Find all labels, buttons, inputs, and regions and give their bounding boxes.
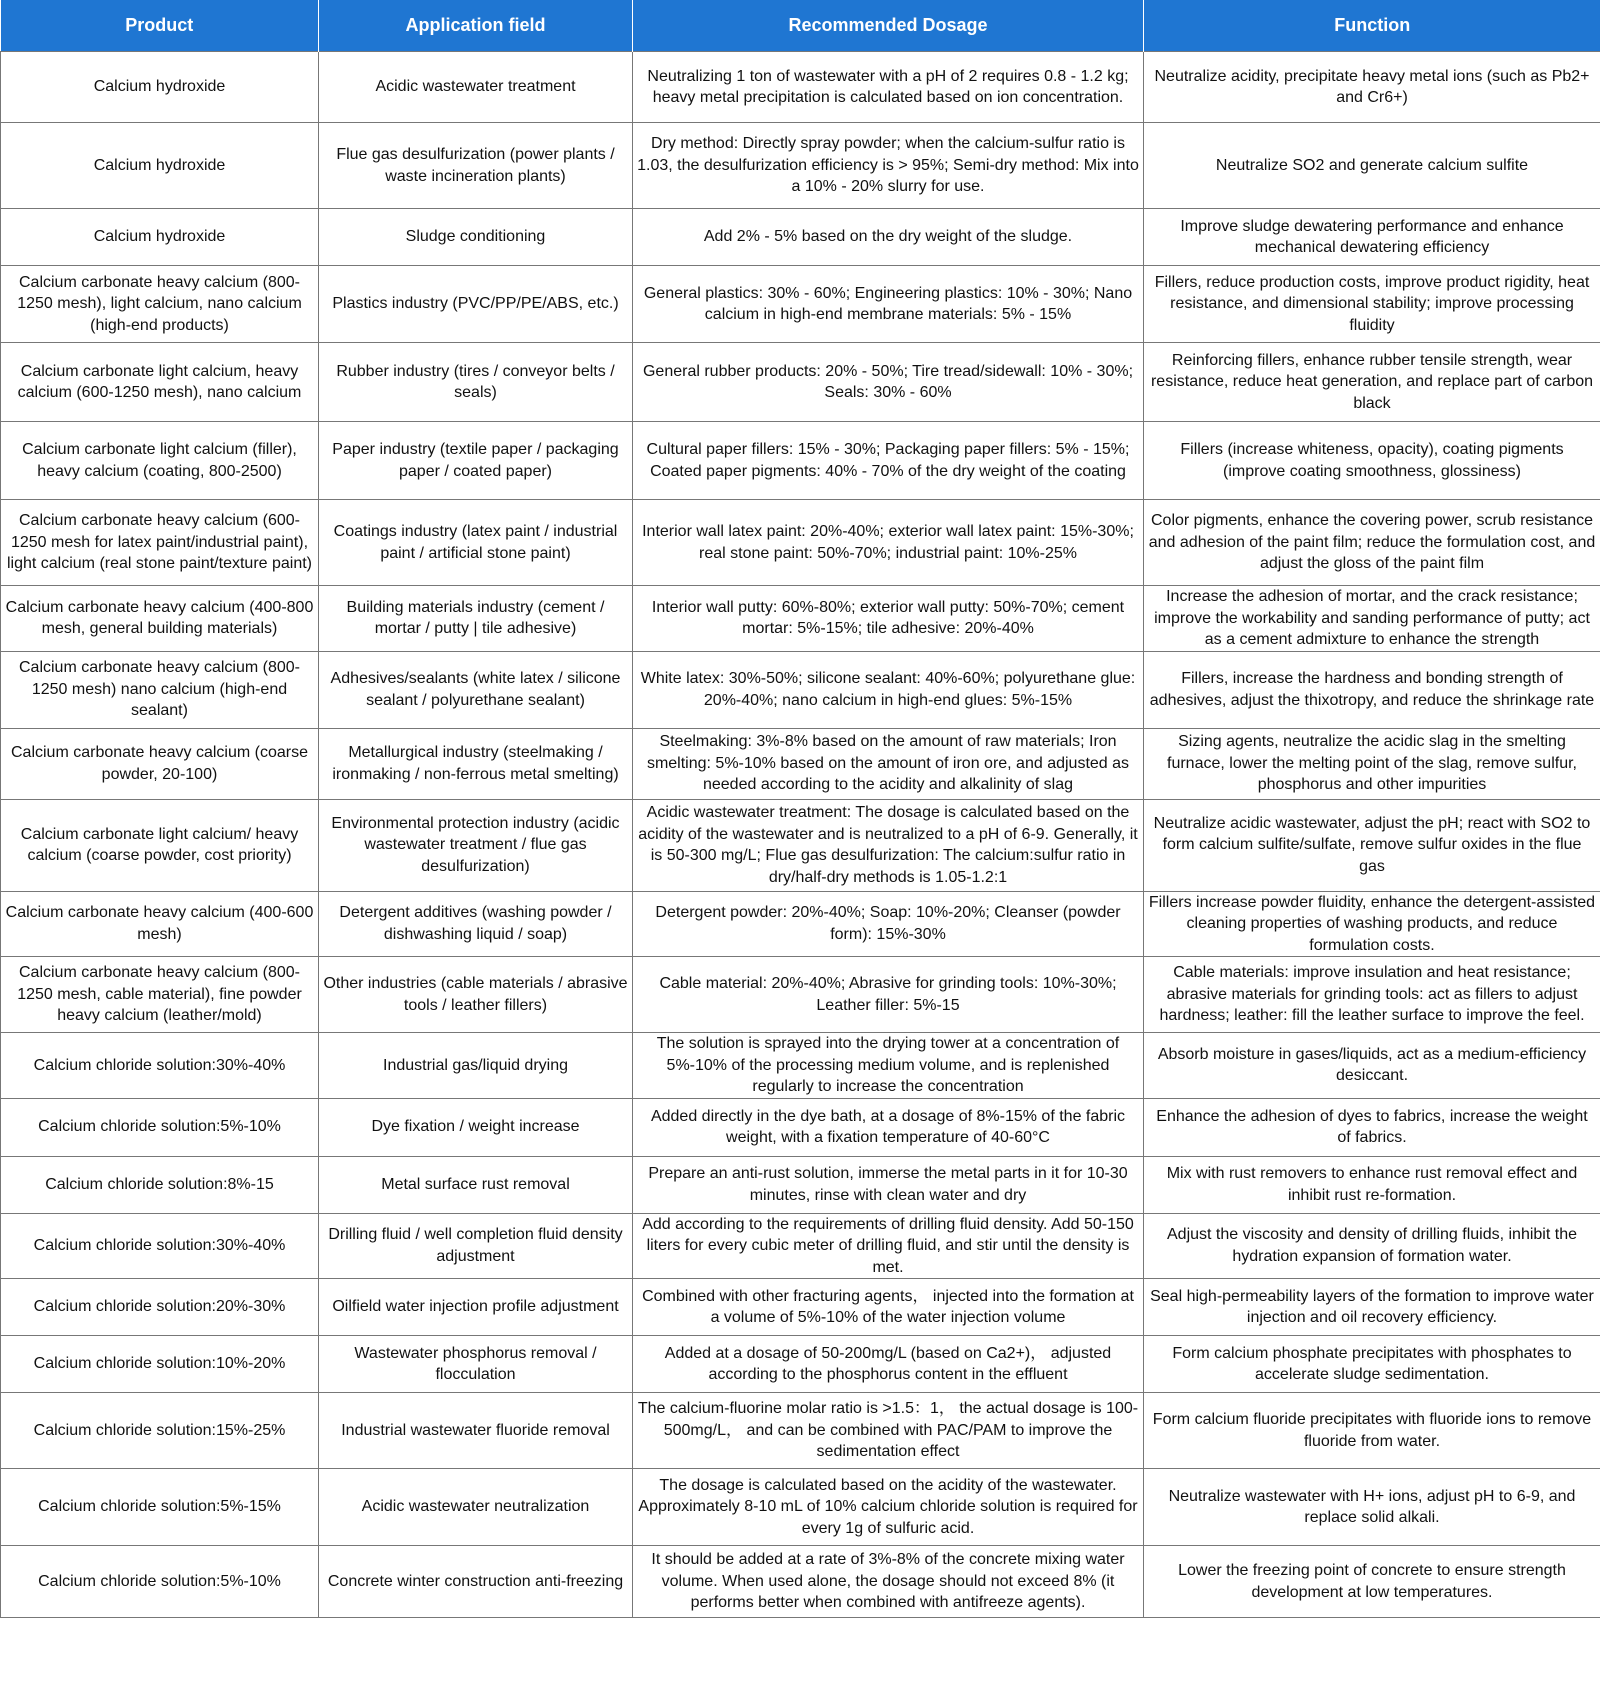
cell-application-field: Dye fixation / weight increase — [319, 1098, 633, 1156]
cell-function: Neutralize acidity, precipitate heavy metal ions (such as Pb2+ and Cr6+) — [1144, 52, 1600, 123]
cell-recommended-dosage: Cable material: 20%-40%; Abrasive for grinding tools: 10%-30%; Leather filler: 5%-15 — [633, 957, 1144, 1033]
cell-product: Calcium carbonate heavy calcium (400-600 mesh) — [1, 891, 319, 957]
cell-product: Calcium chloride solution:30%-40% — [1, 1213, 319, 1279]
cell-product: Calcium hydroxide — [1, 52, 319, 123]
cell-function: Fillers, reduce production costs, improve product rigidity, heat resistance, and dimensional stability; improve processing fluidity — [1144, 266, 1600, 343]
table-row — [1, 1098, 1600, 1156]
cell-product: Calcium chloride solution:5%-15% — [1, 1469, 319, 1546]
cell-function: Increase the adhesion of mortar, and the crack resistance; improve the workability and sanding performance of putty; act as a cement admixture to enhance the strength — [1144, 586, 1600, 652]
cell-application-field: Building materials industry (cement / mortar / putty | tile adhesive) — [319, 586, 633, 652]
cell-product: Calcium hydroxide — [1, 123, 319, 209]
cell-recommended-dosage: Acidic wastewater treatment: The dosage is calculated based on the acidity of the wastewater and is neutralized to a pH of 6-9. Generally, it is 50-300 mg/L; Flue gas desulfurization: The calcium:sulfur ratio in dry/half-dry methods is 1.05-1.2:1 — [633, 799, 1144, 891]
cell-function: Enhance the adhesion of dyes to fabrics, increase the weight of fabrics. — [1144, 1098, 1600, 1156]
cell-application-field: Industrial gas/liquid drying — [319, 1033, 633, 1099]
table-row — [1, 266, 1600, 343]
cell-product: Calcium chloride solution:5%-10% — [1, 1098, 319, 1156]
cell-application-field: Detergent additives (washing powder / dishwashing liquid / soap) — [319, 891, 633, 957]
cell-application-field: Acidic wastewater treatment — [319, 52, 633, 123]
cell-recommended-dosage: General rubber products: 20% - 50%; Tire tread/sidewall: 10% - 30%; Seals: 30% - 60% — [633, 343, 1144, 422]
cell-product: Calcium chloride solution:15%-25% — [1, 1393, 319, 1469]
cell-recommended-dosage: General plastics: 30% - 60%; Engineering plastics: 10% - 30%; Nano calcium in high-end membrane materials: 5% - 15% — [633, 266, 1144, 343]
cell-application-field: Industrial wastewater fluoride removal — [319, 1393, 633, 1469]
cell-product: Calcium chloride solution:20%-30% — [1, 1279, 319, 1336]
cell-function: Improve sludge dewatering performance and enhance mechanical dewatering efficiency — [1144, 209, 1600, 266]
cell-recommended-dosage: Interior wall latex paint: 20%-40%; exterior wall latex paint: 15%-30%; real stone paint: 50%-70%; industrial paint: 10%-25% — [633, 500, 1144, 586]
cell-function: Mix with rust removers to enhance rust removal effect and inhibit rust re-formation. — [1144, 1156, 1600, 1213]
cell-function: Fillers increase powder fluidity, enhance the detergent-assisted cleaning properties of washing products, and reduce formulation costs. — [1144, 891, 1600, 957]
cell-recommended-dosage: It should be added at a rate of 3%-8% of the concrete mixing water volume. When used alone, the dosage should not exceed 8% (it performs better when combined with antifreeze agents). — [633, 1546, 1144, 1618]
cell-application-field: Metal surface rust removal — [319, 1156, 633, 1213]
cell-application-field: Environmental protection industry (acidic wastewater treatment / flue gas desulfurization) — [319, 799, 633, 891]
cell-function: Neutralize SO2 and generate calcium sulfite — [1144, 123, 1600, 209]
cell-product: Calcium carbonate heavy calcium (800-1250 mesh), light calcium, nano calcium (high-end products) — [1, 266, 319, 343]
table-header-row — [1, 0, 1600, 52]
cell-function: Form calcium phosphate precipitates with phosphates to accelerate sludge sedimentation. — [1144, 1336, 1600, 1393]
cell-function: Sizing agents, neutralize the acidic slag in the smelting furnace, lower the melting point of the slag, remove sulfur, phosphorus and other impurities — [1144, 728, 1600, 799]
cell-recommended-dosage: The calcium-fluorine molar ratio is >1.5：1， the actual dosage is 100-500mg/L， and can be combined with PAC/PAM to improve the sedimentation effect — [633, 1393, 1144, 1469]
cell-recommended-dosage: Interior wall putty: 60%-80%; exterior wall putty: 50%-70%; cement mortar: 5%-15%; tile adhesive: 20%-40% — [633, 586, 1144, 652]
cell-recommended-dosage: The solution is sprayed into the drying tower at a concentration of 5%-10% of the processing medium volume, and is replenished regularly to increase the concentration — [633, 1033, 1144, 1099]
cell-product: Calcium carbonate heavy calcium (400-800 mesh, general building materials) — [1, 586, 319, 652]
cell-application-field: Adhesives/sealants (white latex / silicone sealant / polyurethane sealant) — [319, 651, 633, 728]
table-row — [1, 500, 1600, 586]
table-row — [1, 799, 1600, 891]
cell-recommended-dosage: Add 2% - 5% based on the dry weight of the sludge. — [633, 209, 1144, 266]
cell-product: Calcium chloride solution:30%-40% — [1, 1033, 319, 1099]
cell-application-field: Sludge conditioning — [319, 209, 633, 266]
cell-function: Color pigments, enhance the covering power, scrub resistance and adhesion of the paint film; reduce the formulation cost, and adjust the gloss of the paint film — [1144, 500, 1600, 586]
cell-function: Neutralize acidic wastewater, adjust the pH; react with SO2 to form calcium sulfite/sulfate, remove sulfur oxides in the flue gas — [1144, 799, 1600, 891]
cell-application-field: Rubber industry (tires / conveyor belts / seals) — [319, 343, 633, 422]
cell-application-field: Plastics industry (PVC/PP/PE/ABS, etc.) — [319, 266, 633, 343]
header-recommended-dosage: Recommended Dosage — [633, 0, 1144, 52]
table-row — [1, 891, 1600, 957]
table-row — [1, 1213, 1600, 1279]
cell-function: Cable materials: improve insulation and heat resistance; abrasive materials for grinding tools: act as fillers to adjust hardness; leather: fill the leather surface to improve the feel. — [1144, 957, 1600, 1033]
cell-application-field: Coatings industry (latex paint / industrial paint / artificial stone paint) — [319, 500, 633, 586]
cell-function: Adjust the viscosity and density of drilling fluids, inhibit the hydration expansion of formation water. — [1144, 1213, 1600, 1279]
cell-application-field: Metallurgical industry (steelmaking / ironmaking / non-ferrous metal smelting) — [319, 728, 633, 799]
cell-product: Calcium hydroxide — [1, 209, 319, 266]
table-row — [1, 586, 1600, 652]
cell-product: Calcium carbonate light calcium (filler), heavy calcium (coating, 800-2500) — [1, 422, 319, 500]
table-row — [1, 1279, 1600, 1336]
table-body — [1, 52, 1600, 1618]
cell-application-field: Acidic wastewater neutralization — [319, 1469, 633, 1546]
table-row — [1, 52, 1600, 123]
cell-recommended-dosage: Detergent powder: 20%-40%; Soap: 10%-20%; Cleanser (powder form): 15%-30% — [633, 891, 1144, 957]
cell-product: Calcium carbonate light calcium, heavy calcium (600-1250 mesh), nano calcium — [1, 343, 319, 422]
cell-function: Form calcium fluoride precipitates with fluoride ions to remove fluoride from water. — [1144, 1393, 1600, 1469]
cell-product: Calcium carbonate heavy calcium (coarse powder, 20-100) — [1, 728, 319, 799]
cell-recommended-dosage: Dry method: Directly spray powder; when the calcium-sulfur ratio is 1.03, the desulfurization efficiency is > 95%; Semi-dry method: Mix into a 10% - 20% slurry for use. — [633, 123, 1144, 209]
header-application-field: Application field — [319, 0, 633, 52]
cell-function: Neutralize wastewater with H+ ions, adjust pH to 6-9, and replace solid alkali. — [1144, 1469, 1600, 1546]
table-row — [1, 651, 1600, 728]
cell-recommended-dosage: Combined with other fracturing agents， injected into the formation at a volume of 5%-10% of the water injection volume — [633, 1279, 1144, 1336]
cell-function: Fillers, increase the hardness and bonding strength of adhesives, adjust the thixotropy, and reduce the shrinkage rate — [1144, 651, 1600, 728]
cell-function: Reinforcing fillers, enhance rubber tensile strength, wear resistance, reduce heat generation, and replace part of carbon black — [1144, 343, 1600, 422]
cell-recommended-dosage: The dosage is calculated based on the acidity of the wastewater. Approximately 8-10 mL of 10% calcium chloride solution is required for every 1g of sulfuric acid. — [633, 1469, 1144, 1546]
table-row — [1, 1393, 1600, 1469]
cell-recommended-dosage: Added directly in the dye bath, at a dosage of 8%-15% of the fabric weight, with a fixation temperature of 40-60°C — [633, 1098, 1144, 1156]
cell-recommended-dosage: Added at a dosage of 50-200mg/L (based on Ca2+)， adjusted according to the phosphorus content in the effluent — [633, 1336, 1144, 1393]
cell-product: Calcium carbonate heavy calcium (600-1250 mesh for latex paint/industrial paint), light calcium (real stone paint/texture paint) — [1, 500, 319, 586]
table-row — [1, 343, 1600, 422]
cell-application-field: Oilfield water injection profile adjustment — [319, 1279, 633, 1336]
cell-product: Calcium chloride solution:10%-20% — [1, 1336, 319, 1393]
cell-application-field: Wastewater phosphorus removal / flocculation — [319, 1336, 633, 1393]
table-row — [1, 1469, 1600, 1546]
header-function: Function — [1144, 0, 1600, 52]
header-product: Product — [1, 0, 319, 52]
cell-application-field: Flue gas desulfurization (power plants / waste incineration plants) — [319, 123, 633, 209]
table-row — [1, 1033, 1600, 1099]
cell-application-field: Paper industry (textile paper / packaging paper / coated paper) — [319, 422, 633, 500]
table-row — [1, 1546, 1600, 1618]
cell-recommended-dosage: Cultural paper fillers: 15% - 30%; Packaging paper fillers: 5% - 15%; Coated paper pigments: 40% - 70% of the dry weight of the coating — [633, 422, 1144, 500]
cell-function: Seal high-permeability layers of the formation to improve water injection and oil recovery efficiency. — [1144, 1279, 1600, 1336]
table-row — [1, 1336, 1600, 1393]
cell-product: Calcium carbonate heavy calcium (800-1250 mesh) nano calcium (high-end sealant) — [1, 651, 319, 728]
cell-product: Calcium carbonate light calcium/ heavy calcium (coarse powder, cost priority) — [1, 799, 319, 891]
table-row — [1, 422, 1600, 500]
table-row — [1, 209, 1600, 266]
table-row — [1, 957, 1600, 1033]
cell-function: Lower the freezing point of concrete to ensure strength development at low temperatures. — [1144, 1546, 1600, 1618]
cell-recommended-dosage: Add according to the requirements of drilling fluid density. Add 50-150 liters for every cubic meter of drilling fluid, and stir until the density is met. — [633, 1213, 1144, 1279]
table-row — [1, 1156, 1600, 1213]
table-row — [1, 123, 1600, 209]
cell-function: Fillers (increase whiteness, opacity), coating pigments (improve coating smoothness, glossiness) — [1144, 422, 1600, 500]
table-row — [1, 728, 1600, 799]
cell-application-field: Drilling fluid / well completion fluid density adjustment — [319, 1213, 633, 1279]
cell-function: Absorb moisture in gases/liquids, act as a medium-efficiency desiccant. — [1144, 1033, 1600, 1099]
cell-product: Calcium chloride solution:8%-15 — [1, 1156, 319, 1213]
cell-recommended-dosage: Steelmaking: 3%-8% based on the amount of raw materials; Iron smelting: 5%-10% based on the amount of iron ore, and adjusted as needed according to the acidity and alkalinity of slag — [633, 728, 1144, 799]
cell-product: Calcium chloride solution:5%-10% — [1, 1546, 319, 1618]
cell-recommended-dosage: White latex: 30%-50%; silicone sealant: 40%-60%; polyurethane glue: 20%-40%; nano calcium in high-end glues: 5%-15% — [633, 651, 1144, 728]
cell-recommended-dosage: Prepare an anti-rust solution, immerse the metal parts in it for 10-30 minutes, rinse with clean water and dry — [633, 1156, 1144, 1213]
cell-application-field: Concrete winter construction anti-freezing — [319, 1546, 633, 1618]
cell-recommended-dosage: Neutralizing 1 ton of wastewater with a pH of 2 requires 0.8 - 1.2 kg; heavy metal precipitation is calculated based on ion concentration. — [633, 52, 1144, 123]
cell-product: Calcium carbonate heavy calcium (800-1250 mesh, cable material), fine powder heavy calcium (leather/mold) — [1, 957, 319, 1033]
cell-application-field: Other industries (cable materials / abrasive tools / leather fillers) — [319, 957, 633, 1033]
